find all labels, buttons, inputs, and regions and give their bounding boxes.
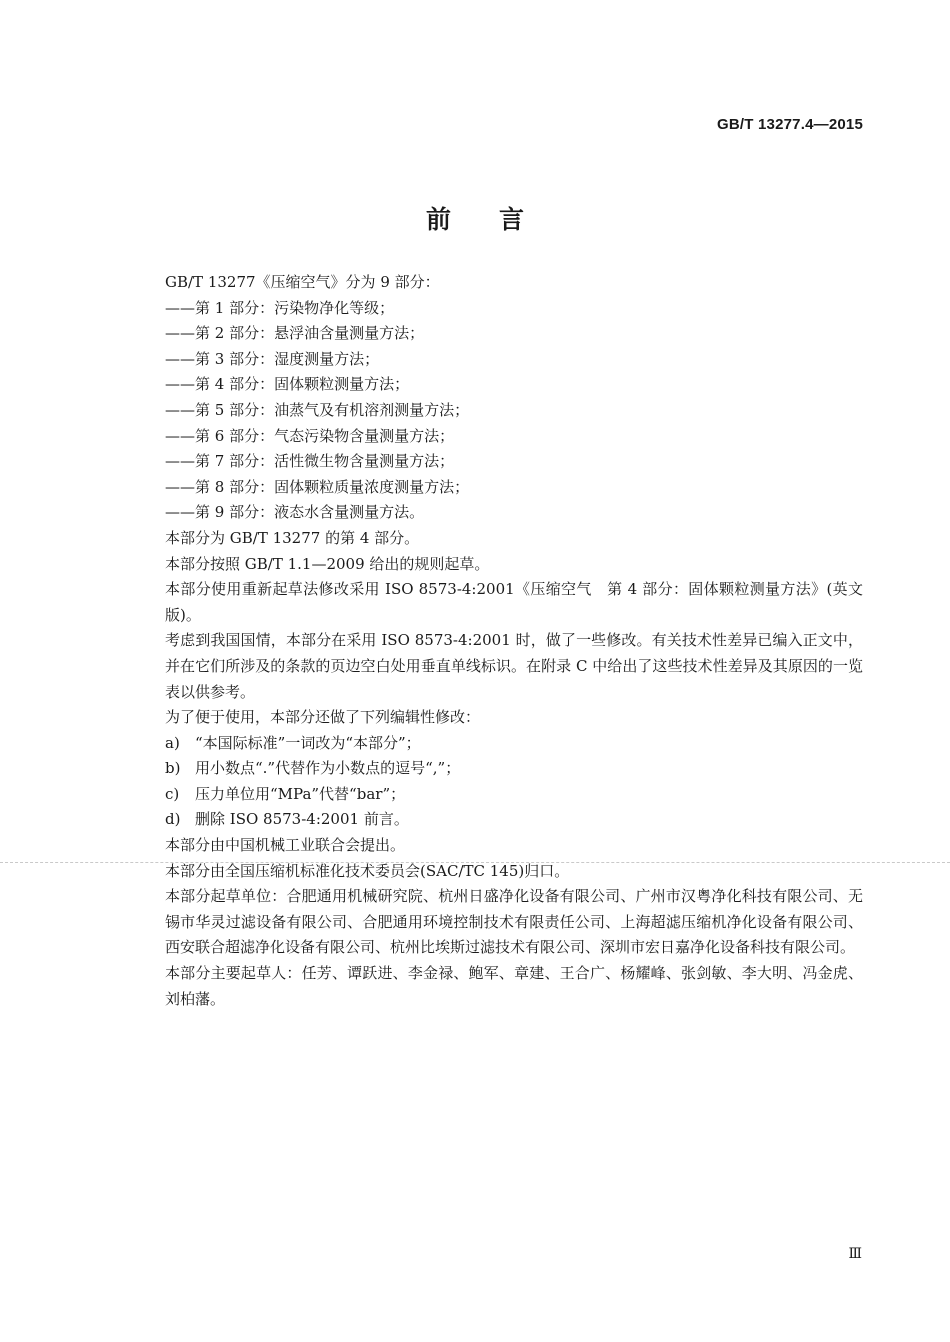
list-item (137, 756, 863, 782)
list-item: ——第 1 部分：污染物净化等级； (165, 298, 395, 317)
list-item: ——第 9 部分：液态水含量测量方法。 (165, 503, 425, 522)
list-item-text: 压力单位用“MPa”代替“bar”； (195, 784, 406, 803)
document-code: GB/T 13277.4—2015 (717, 116, 863, 133)
page-number: Ⅲ (848, 1246, 862, 1262)
list-marker: b) (165, 759, 181, 778)
list-item: ——第 3 部分：湿度测量方法； (165, 349, 380, 368)
list-item: ——第 2 部分：悬浮油含量测量方法； (165, 324, 425, 343)
page-title: 前言 (425, 205, 572, 234)
list-marker: a) (165, 733, 180, 752)
list-item: ——第 7 部分：活性微生物含量测量方法； (165, 452, 455, 471)
intro-paragraph: GB/T 13277《压缩空气》分为 9 部分： (165, 273, 440, 291)
paragraph-managed: 本部分由全国压缩机标准化技术委员会(SAC/TC 145)归口。 (165, 861, 570, 880)
list-marker: c) (165, 784, 180, 803)
list-item: ——第 5 部分：油蒸气及有机溶剂测量方法； (165, 400, 470, 419)
list-item-text: 用小数点“.”代替作为小数点的逗号“,”； (195, 759, 461, 778)
list-item-text: “本国际标准”一词改为“本部分”； (195, 733, 421, 752)
paragraph-adoption: 本部分使用重新起草法修改采用 ISO 8573-4:2001《压缩空气 第 4 部分：固体颗粒测量方法》(英文版)。 (165, 580, 863, 624)
list-item: ——第 6 部分：气态污染物含量测量方法； (165, 426, 455, 445)
paragraph-drafters: 本部分主要起草人：任芳、谭跃进、李金禄、鲍军、章建、王合广、杨耀峰、张剑敏、李大明、冯金虎、刘柏藩。 (165, 964, 863, 1008)
foreword-body (137, 270, 863, 1012)
scan-divider (0, 862, 950, 863)
list-item-text: 删除 ISO 8573-4:2001 前言。 (195, 810, 409, 829)
paragraph-proposed: 本部分由中国机械工业联合会提出。 (165, 836, 406, 855)
paragraph-rules: 本部分按照 GB/T 1.1—2009 给出的规则起草。 (165, 554, 490, 573)
list-item (137, 731, 863, 757)
paragraph-part-of: 本部分为 GB/T 13277 的第 4 部分。 (165, 528, 420, 547)
list-item: ——第 8 部分：固体颗粒质量浓度测量方法； (165, 477, 470, 496)
list-item (137, 782, 863, 808)
paragraph-editorial: 为了便于使用，本部分还做了下列编辑性修改： (165, 708, 481, 727)
list-marker: d) (165, 810, 181, 829)
list-item (137, 807, 863, 833)
paragraph-drafting-units: 本部分起草单位：合肥通用机械研究院、杭州日盛净化设备有限公司、广州市汉粤净化科技有限公司、无锡市华灵过滤设备有限公司、合肥通用环境控制技术有限责任公司、上海超滤压缩机净化设备有限公司、西安联合超滤净化设备有限公司、杭州比埃斯过滤技术有限公司、深圳市宏日嘉净化设备科技有限公司。 (165, 887, 863, 957)
list-item: ——第 4 部分：固体颗粒测量方法； (165, 375, 410, 394)
paragraph-considering: 考虑到我国国情，本部分在采用 ISO 8573-4:2001 时，做了一些修改。有关技术性差异已编入正文中，并在它们所涉及的条款的页边空白处用垂直单线标识。在附录 C 中给出了这些技术性差异及其原因的一览表以供参考。 (165, 631, 863, 701)
